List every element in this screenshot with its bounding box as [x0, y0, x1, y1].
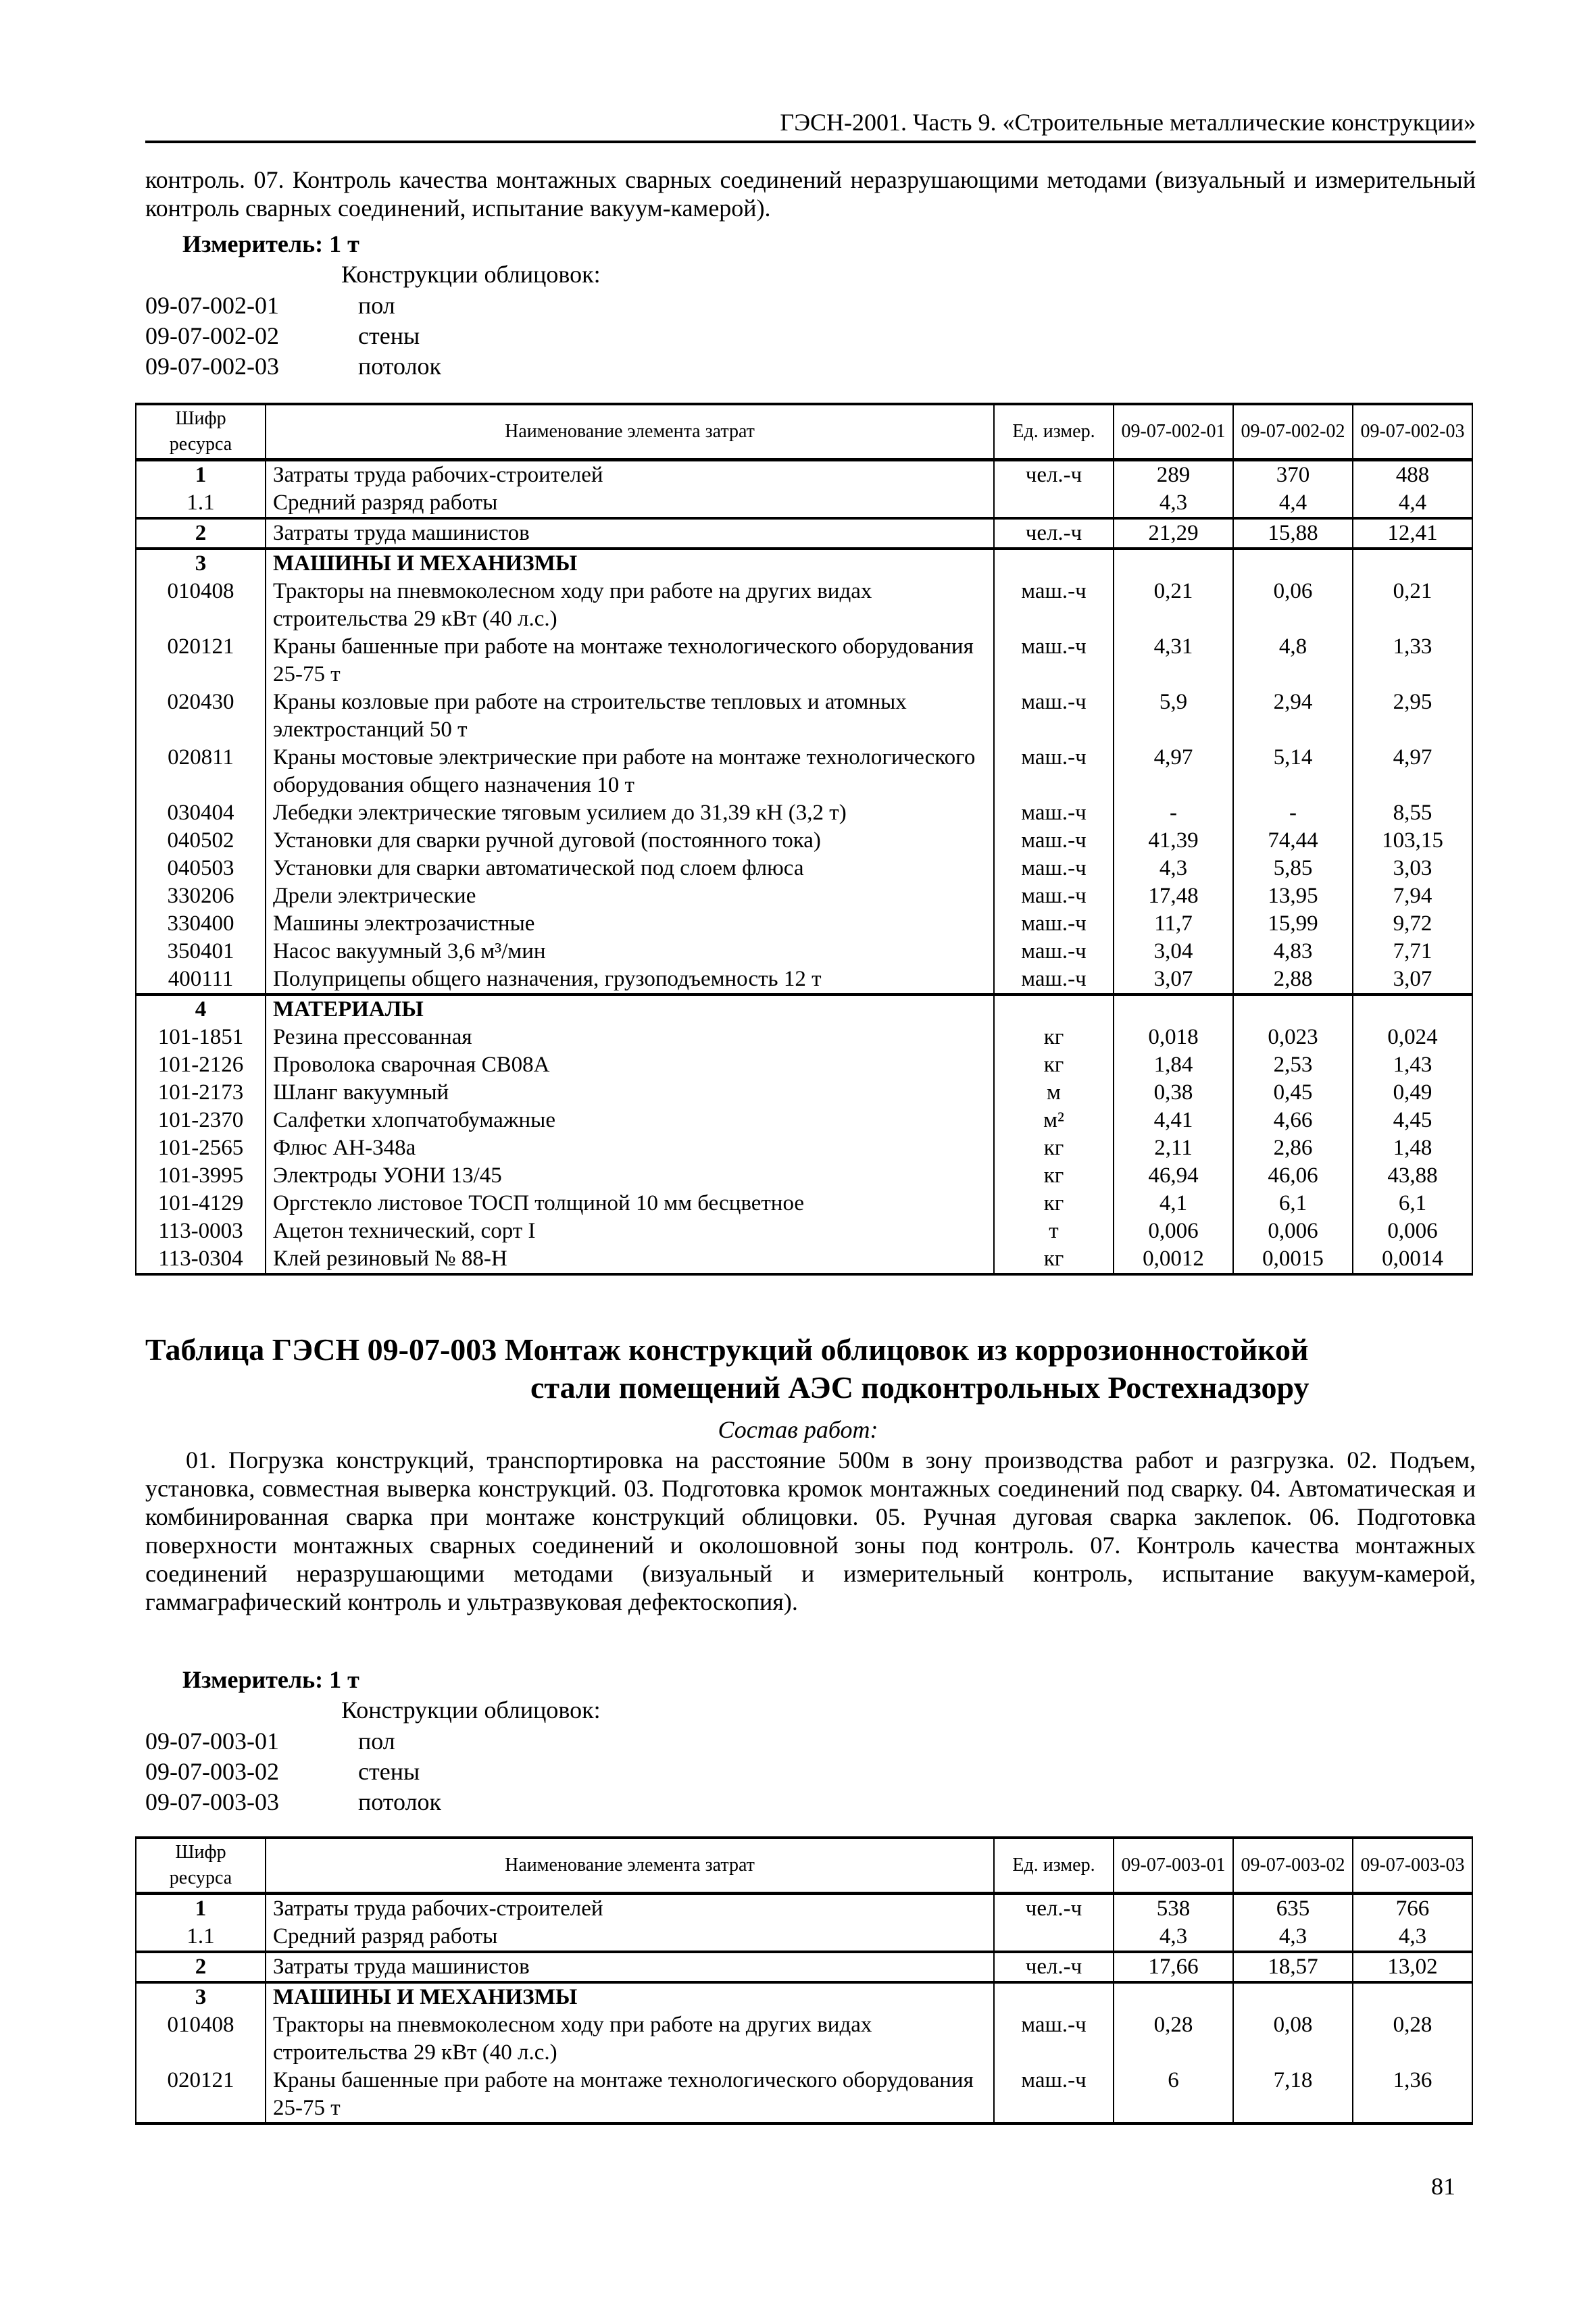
value-1: 538 [1114, 1894, 1233, 1923]
value-2: 4,83 [1233, 938, 1353, 965]
col-name: Наименование элемента затрат [266, 404, 994, 460]
value-3: 9,72 [1353, 910, 1472, 938]
resource-name: Клей резиновый № 88-Н [266, 1245, 994, 1274]
code-label: потолок [358, 353, 442, 380]
resource-name: Установки для сварки ручной дуговой (постоянного тока) [266, 827, 994, 855]
value-1: 0,28 [1114, 2011, 1233, 2067]
resource-name: Тракторы на пневмоколесном ходу при работе на других видах строительства 29 кВт (40 л.с.) [266, 578, 994, 633]
value-3 [1353, 1982, 1472, 2011]
resource-code: 400111 [136, 965, 266, 995]
code-label: стены [358, 1758, 420, 1785]
code: 09-07-002-02 [145, 322, 279, 349]
value-2: 2,94 [1233, 688, 1353, 744]
value-2: 4,4 [1233, 489, 1353, 518]
unit: маш.-ч [994, 2011, 1114, 2067]
norms-table-2 [135, 1836, 1473, 2125]
meter-2: Измеритель: 1 т [182, 1666, 359, 1693]
unit: маш.-ч [994, 910, 1114, 938]
value-1: 0,018 [1114, 1024, 1233, 1051]
value-2: - [1233, 799, 1353, 827]
value-1 [1114, 995, 1233, 1024]
resource-code: 101-2126 [136, 1051, 266, 1079]
table-row [136, 578, 1472, 633]
value-3: 3,07 [1353, 965, 1472, 995]
unit: чел.-ч [994, 1894, 1114, 1923]
resource-code: 010408 [136, 578, 266, 633]
resource-code: 330400 [136, 910, 266, 938]
value-2: 5,14 [1233, 744, 1353, 799]
value-3: 0,21 [1353, 578, 1472, 633]
code-label: пол [358, 292, 395, 319]
value-1: 1,84 [1114, 1051, 1233, 1079]
value-2: 15,99 [1233, 910, 1353, 938]
col-v2: 09-07-003-02 [1233, 1838, 1353, 1894]
resource-name: Затраты труда рабочих-строителей [266, 460, 994, 490]
table-title [145, 1331, 1476, 1407]
value-2: 74,44 [1233, 827, 1353, 855]
unit: кг [994, 1162, 1114, 1190]
unit: маш.-ч [994, 578, 1114, 633]
value-1: 4,3 [1114, 1923, 1233, 1952]
value-2: 0,08 [1233, 2011, 1353, 2067]
table-row [136, 688, 1472, 744]
code-label: потолок [358, 1788, 442, 1815]
value-1: 3,04 [1114, 938, 1233, 965]
code-list-1 [145, 291, 441, 382]
unit: маш.-ч [994, 633, 1114, 688]
value-1: 0,21 [1114, 578, 1233, 633]
resource-code: 4 [136, 995, 266, 1024]
value-3: 12,41 [1353, 518, 1472, 549]
value-3: 4,4 [1353, 489, 1472, 518]
value-3: 6,1 [1353, 1190, 1472, 1217]
value-3 [1353, 995, 1472, 1024]
table-row [136, 2011, 1472, 2067]
code-item [145, 1787, 441, 1817]
value-2: 7,18 [1233, 2067, 1353, 2123]
code-item [145, 351, 441, 382]
value-3: 1,48 [1353, 1134, 1472, 1162]
value-3: 43,88 [1353, 1162, 1472, 1190]
col-code: Шифр ресурса [136, 404, 266, 460]
value-3: 2,95 [1353, 688, 1472, 744]
col-name: Наименование элемента затрат [266, 1838, 994, 1894]
table-row [136, 1923, 1472, 1952]
value-2: 18,57 [1233, 1952, 1353, 1982]
resource-name: Полуприцепы общего назначения, грузоподъемность 12 т [266, 965, 994, 995]
value-2: 2,86 [1233, 1134, 1353, 1162]
code-label: стены [358, 322, 420, 349]
resource-code: 040503 [136, 855, 266, 882]
code-item [145, 321, 441, 351]
unit: чел.-ч [994, 1952, 1114, 1982]
resource-name: МАТЕРИАЛЫ [266, 995, 994, 1024]
resource-code: 020121 [136, 633, 266, 688]
resource-code: 010408 [136, 2011, 266, 2067]
resource-code: 020430 [136, 688, 266, 744]
value-3: 4,97 [1353, 744, 1472, 799]
value-2: 2,53 [1233, 1051, 1353, 1079]
meter-1: Измеритель: 1 т [182, 230, 359, 257]
value-3: 0,49 [1353, 1079, 1472, 1107]
value-1: 17,48 [1114, 882, 1233, 910]
unit: кг [994, 1134, 1114, 1162]
table-row [136, 1190, 1472, 1217]
table-row [136, 1107, 1472, 1134]
value-3: 0,0014 [1353, 1245, 1472, 1274]
value-3: 488 [1353, 460, 1472, 490]
col-unit: Ед. измер. [994, 1838, 1114, 1894]
unit: маш.-ч [994, 855, 1114, 882]
resource-name: Оргстекло листовое ТОСП толщиной 10 мм бесцветное [266, 1190, 994, 1217]
resource-name: Средний разряд работы [266, 1923, 994, 1952]
code-item [145, 291, 441, 321]
table-row [136, 633, 1472, 688]
value-1: - [1114, 799, 1233, 827]
unit [994, 1982, 1114, 2011]
resource-name: Затраты труда машинистов [266, 1952, 994, 1982]
unit: маш.-ч [994, 744, 1114, 799]
unit: чел.-ч [994, 460, 1114, 490]
col-v3: 09-07-002-03 [1353, 404, 1472, 460]
value-2: 0,006 [1233, 1217, 1353, 1245]
resource-code: 101-4129 [136, 1190, 266, 1217]
title-line-1: Таблица ГЭСН 09-07-003 Монтаж конструкций облицовок из коррозионностойкой [145, 1332, 1309, 1367]
table-row [136, 1051, 1472, 1079]
resource-code: 040502 [136, 827, 266, 855]
value-3: 8,55 [1353, 799, 1472, 827]
resource-code: 1 [136, 460, 266, 490]
value-1: 4,3 [1114, 489, 1233, 518]
col-v1: 09-07-002-01 [1114, 404, 1233, 460]
code-item [145, 1757, 441, 1787]
value-1: 4,3 [1114, 855, 1233, 882]
resource-name: МАШИНЫ И МЕХАНИЗМЫ [266, 1982, 994, 2011]
value-2 [1233, 995, 1353, 1024]
resource-code: 030404 [136, 799, 266, 827]
group-label-1: Конструкции облицовок: [341, 261, 601, 288]
table-row [136, 1894, 1472, 1923]
resource-name: Лебедки электрические тяговым усилием до 31,39 кН (3,2 т) [266, 799, 994, 827]
table-row [136, 1024, 1472, 1051]
norms-table-1 [135, 403, 1473, 1276]
value-3: 13,02 [1353, 1952, 1472, 1982]
code: 09-07-003-02 [145, 1758, 279, 1785]
code: 09-07-002-03 [145, 353, 279, 380]
continuation-text: контроль. 07. Контроль качества монтажных сварных соединений неразрушающими методами (визуальный и измерительный контроль сварных соединений, испытание вакуум-камерой). [145, 166, 1476, 222]
value-1: 11,7 [1114, 910, 1233, 938]
running-head: ГЭСН-2001. Часть 9. «Строительные металлические конструкции» [145, 108, 1476, 143]
resource-name: МАШИНЫ И МЕХАНИЗМЫ [266, 549, 994, 578]
value-2: 2,88 [1233, 965, 1353, 995]
unit: маш.-ч [994, 965, 1114, 995]
value-2: 13,95 [1233, 882, 1353, 910]
resource-name: Проволока сварочная СВ08А [266, 1051, 994, 1079]
value-1: 4,31 [1114, 633, 1233, 688]
code: 09-07-003-03 [145, 1788, 279, 1815]
resource-code: 1 [136, 1894, 266, 1923]
value-3: 103,15 [1353, 827, 1472, 855]
value-2: 370 [1233, 460, 1353, 490]
value-3: 1,43 [1353, 1051, 1472, 1079]
value-3: 7,94 [1353, 882, 1472, 910]
resource-name: Краны козловые при работе на строительстве тепловых и атомных электростанций 50 т [266, 688, 994, 744]
table-header [136, 404, 1472, 460]
unit: т [994, 1217, 1114, 1245]
value-2: 0,023 [1233, 1024, 1353, 1051]
table-row [136, 965, 1472, 995]
resource-code: 113-0304 [136, 1245, 266, 1274]
col-v3: 09-07-003-03 [1353, 1838, 1472, 1894]
unit: маш.-ч [994, 688, 1114, 744]
value-2: 46,06 [1233, 1162, 1353, 1190]
value-3: 7,71 [1353, 938, 1472, 965]
value-2 [1233, 1982, 1353, 2011]
unit: кг [994, 1190, 1114, 1217]
code-list-2 [145, 1726, 441, 1817]
value-3: 4,45 [1353, 1107, 1472, 1134]
value-1 [1114, 549, 1233, 578]
value-2: 5,85 [1233, 855, 1353, 882]
table-row [136, 489, 1472, 518]
value-1: 289 [1114, 460, 1233, 490]
col-v1: 09-07-003-01 [1114, 1838, 1233, 1894]
value-1: 6 [1114, 2067, 1233, 2123]
value-3: 766 [1353, 1894, 1472, 1923]
value-3: 1,36 [1353, 2067, 1472, 2123]
value-1: 17,66 [1114, 1952, 1233, 1982]
section-row [136, 549, 1472, 578]
table-row [136, 1217, 1472, 1245]
value-1: 4,97 [1114, 744, 1233, 799]
resource-name: Дрели электрические [266, 882, 994, 910]
resource-name: Краны башенные при работе на монтаже технологического оборудования 25-75 т [266, 2067, 994, 2123]
table-row [136, 2067, 1472, 2123]
unit [994, 489, 1114, 518]
table-row [136, 827, 1472, 855]
table-row [136, 882, 1472, 910]
unit: кг [994, 1245, 1114, 1274]
value-2: 0,0015 [1233, 1245, 1353, 1274]
value-1: 4,41 [1114, 1107, 1233, 1134]
unit: маш.-ч [994, 2067, 1114, 2123]
title-line-2: стали помещений АЭС подконтрольных Ростехнадзору [530, 1370, 1310, 1405]
unit: маш.-ч [994, 799, 1114, 827]
unit: м² [994, 1107, 1114, 1134]
resource-name: Средний разряд работы [266, 489, 994, 518]
resource-name: Шланг вакуумный [266, 1079, 994, 1107]
code-label: пол [358, 1728, 395, 1755]
value-3: 0,024 [1353, 1024, 1472, 1051]
group-label-2: Конструкции облицовок: [341, 1696, 601, 1724]
table-row [136, 1245, 1472, 1274]
resource-name: Электроды УОНИ 13/45 [266, 1162, 994, 1190]
table-row [136, 1162, 1472, 1190]
resource-code: 020121 [136, 2067, 266, 2123]
value-2: 4,8 [1233, 633, 1353, 688]
resource-code: 1.1 [136, 489, 266, 518]
resource-code: 113-0003 [136, 1217, 266, 1245]
resource-name: Краны башенные при работе на монтаже технологического оборудования 25-75 т [266, 633, 994, 688]
resource-name: Краны мостовые электрические при работе на монтаже технологического оборудования общего назначения 10 т [266, 744, 994, 799]
value-3: 1,33 [1353, 633, 1472, 688]
resource-name: Салфетки хлопчатобумажные [266, 1107, 994, 1134]
resource-name: Насос вакуумный 3,6 м³/мин [266, 938, 994, 965]
code: 09-07-003-01 [145, 1728, 279, 1755]
resource-name: Тракторы на пневмоколесном ходу при работе на других видах строительства 29 кВт (40 л.с.) [266, 2011, 994, 2067]
value-2: 6,1 [1233, 1190, 1353, 1217]
sostav-text: 01. Погрузка конструкций, транспортировка на расстояние 500м в зону производства работ и разгрузка. 02. Подъем, установка, совместная выверка конструкций. 03. Подготовка кромок монтажных соединений под сварку. 04. Автоматическая и комбинированная сварка при монтаже конструкций облицовки. 05. Ручная дуговая сварка заклепок. 06. Подготовка поверхности монтажных сварных соединений и околошовной зоны под контроль. 07. Контроль качества монтажных соединений неразрушающими методами (визуальный и измерительный контроль, испытание вакуум-камерой, гаммаграфический контроль и ультразвуковая дефектоскопия). [145, 1447, 1476, 1615]
value-1: 2,11 [1114, 1134, 1233, 1162]
value-2 [1233, 549, 1353, 578]
value-1: 46,94 [1114, 1162, 1233, 1190]
table-row [136, 1952, 1472, 1982]
value-1: 41,39 [1114, 827, 1233, 855]
unit [994, 549, 1114, 578]
resource-name: Резина прессованная [266, 1024, 994, 1051]
table-row [136, 460, 1472, 490]
value-3: 3,03 [1353, 855, 1472, 882]
page-number: 81 [1431, 2173, 1455, 2200]
resource-code: 3 [136, 1982, 266, 2011]
value-2: 0,45 [1233, 1079, 1353, 1107]
table-row [136, 1079, 1472, 1107]
unit: маш.-ч [994, 882, 1114, 910]
resource-name: Затраты труда машинистов [266, 518, 994, 549]
unit: маш.-ч [994, 938, 1114, 965]
value-1: 3,07 [1114, 965, 1233, 995]
section-row [136, 995, 1472, 1024]
resource-code: 101-2565 [136, 1134, 266, 1162]
table-row [136, 744, 1472, 799]
code-item [145, 1726, 441, 1757]
col-unit: Ед. измер. [994, 404, 1114, 460]
value-1: 5,9 [1114, 688, 1233, 744]
value-3 [1353, 549, 1472, 578]
unit [994, 995, 1114, 1024]
table-row [136, 938, 1472, 965]
value-1: 0,006 [1114, 1217, 1233, 1245]
resource-code: 101-3995 [136, 1162, 266, 1190]
value-2: 4,66 [1233, 1107, 1353, 1134]
resource-code: 350401 [136, 938, 266, 965]
sostav-label: Состав работ: [718, 1416, 878, 1443]
resource-code: 2 [136, 518, 266, 549]
table-row [136, 799, 1472, 827]
unit: кг [994, 1051, 1114, 1079]
value-2: 0,06 [1233, 578, 1353, 633]
table-row [136, 518, 1472, 549]
resource-code: 101-2370 [136, 1107, 266, 1134]
section-row [136, 1982, 1472, 2011]
resource-code: 101-1851 [136, 1024, 266, 1051]
resource-code: 101-2173 [136, 1079, 266, 1107]
col-v2: 09-07-002-02 [1233, 404, 1353, 460]
resource-name: Затраты труда рабочих-строителей [266, 1894, 994, 1923]
resource-name: Ацетон технический, сорт I [266, 1217, 994, 1245]
unit: чел.-ч [994, 518, 1114, 549]
table-row [136, 1134, 1472, 1162]
unit: кг [994, 1024, 1114, 1051]
unit: м [994, 1079, 1114, 1107]
table-row [136, 910, 1472, 938]
value-3: 0,006 [1353, 1217, 1472, 1245]
resource-code: 020811 [136, 744, 266, 799]
unit: маш.-ч [994, 827, 1114, 855]
col-code: Шифр ресурса [136, 1838, 266, 1894]
unit [994, 1923, 1114, 1952]
value-3: 4,3 [1353, 1923, 1472, 1952]
table-row [136, 855, 1472, 882]
resource-name: Флюс АН-348а [266, 1134, 994, 1162]
value-2: 15,88 [1233, 518, 1353, 549]
value-1: 4,1 [1114, 1190, 1233, 1217]
code: 09-07-002-01 [145, 292, 279, 319]
resource-name: Машины электрозачистные [266, 910, 994, 938]
resource-code: 2 [136, 1952, 266, 1982]
value-2: 635 [1233, 1894, 1353, 1923]
value-3: 0,28 [1353, 2011, 1472, 2067]
value-1: 0,38 [1114, 1079, 1233, 1107]
value-1: 21,29 [1114, 518, 1233, 549]
value-1: 0,0012 [1114, 1245, 1233, 1274]
value-2: 4,3 [1233, 1923, 1353, 1952]
resource-code: 1.1 [136, 1923, 266, 1952]
value-1 [1114, 1982, 1233, 2011]
table-header [136, 1838, 1472, 1894]
resource-code: 3 [136, 549, 266, 578]
resource-name: Установки для сварки автоматической под слоем флюса [266, 855, 994, 882]
resource-code: 330206 [136, 882, 266, 910]
